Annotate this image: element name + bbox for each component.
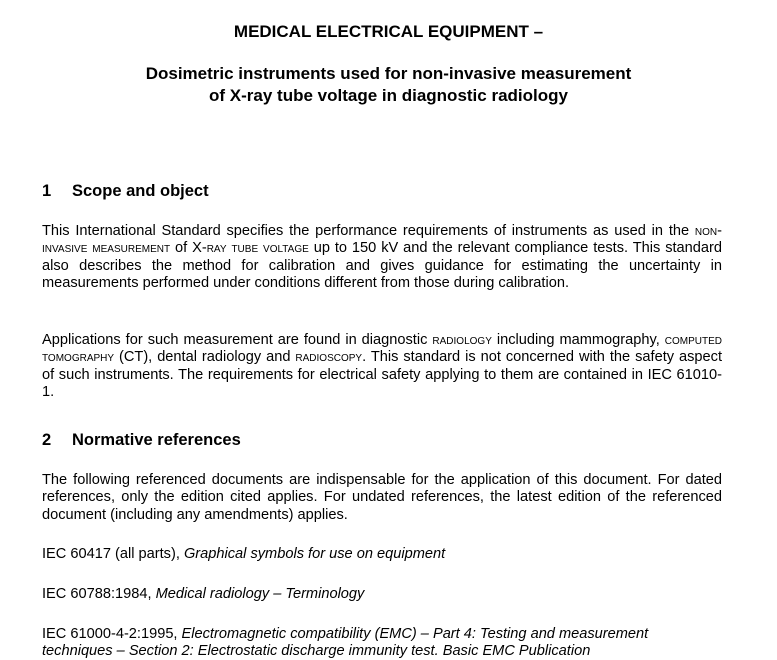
text-run: Applications for such measurement are found in diagnostic: [42, 332, 433, 348]
section-number: 1: [42, 182, 52, 200]
defined-term: computed tomography: [42, 332, 722, 366]
text-run: . This standard is not concerned with the safety aspect of such instruments. The requirements for electrical safety applying to them are contained in IEC 61010-1.: [42, 349, 723, 400]
reference-item: [42, 546, 742, 563]
document-subtitle-line1: Dosimetric instruments used for non-invasive measurement: [145, 64, 632, 83]
reference-title: Medical radiology – Terminology: [155, 586, 365, 602]
references-intro: The following referenced documents are indispensable for the application of this document. For dated references, only the edition cited applies. For undated references, the latest edition of the referenced document (including any amendments) applies.: [42, 472, 722, 523]
text-run: including mammography,: [491, 332, 665, 348]
defined-term: ray tube voltage: [206, 240, 309, 257]
reference-item-continuation: [42, 643, 742, 660]
text-run: This International Standard specifies the performance requirements of instruments as used in the: [42, 223, 695, 239]
reference-code: IEC 61000-4-2:1995,: [42, 626, 182, 642]
document-title: MEDICAL ELECTRICAL EQUIPMENT –: [233, 22, 544, 41]
scope-paragraph-1: [42, 223, 722, 292]
reference-title: Electromagnetic compatibility (EMC) – Part 4: Testing and measurement: [181, 626, 649, 642]
defined-term: non-invasive measurement: [42, 223, 722, 257]
text-run: (CT), dental radiology and: [114, 349, 296, 366]
reference-item: [42, 626, 742, 643]
reference-title: techniques – Section 2: Electrostatic discharge immunity test. Basic EMC Publication: [42, 643, 591, 659]
section-2-heading: [42, 431, 241, 450]
section-1-heading: [42, 182, 209, 201]
text-run: up to 150 kV and the relevant compliance tests. This standard also describes the method for calibration and gives guidance for estimating the uncertainty in measurements performed under conditions different from those during calibration.: [42, 240, 722, 291]
reference-item: [42, 586, 742, 603]
section-number: 2: [42, 431, 52, 449]
defined-term: radiology: [432, 332, 492, 348]
section-title: Normative references: [72, 431, 241, 449]
section-title: Scope and object: [72, 182, 209, 200]
reference-code: IEC 60788:1984,: [42, 586, 156, 602]
scope-paragraph-2: [42, 332, 722, 401]
document-subtitle-line2: of X-ray tube voltage in diagnostic radiology: [209, 86, 568, 105]
defined-term: radioscopy: [295, 349, 363, 366]
reference-code: IEC 60417 (all parts),: [42, 546, 184, 562]
text-run: of X-: [170, 240, 207, 257]
reference-title: Graphical symbols for use on equipment: [183, 546, 446, 562]
